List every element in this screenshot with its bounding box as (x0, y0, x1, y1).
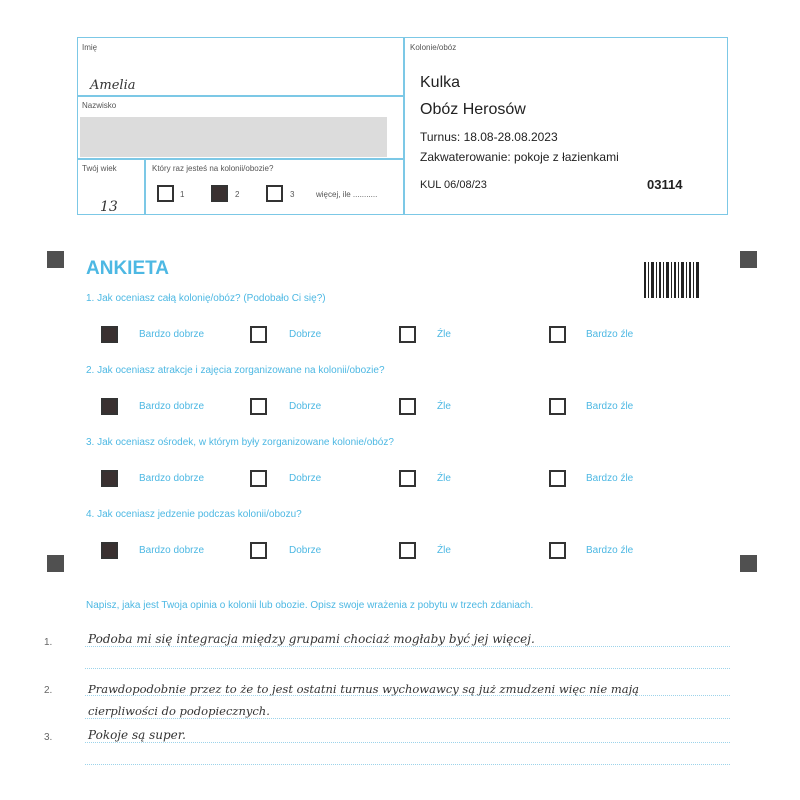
camp-code: KUL 06/08/23 (420, 179, 487, 191)
registration-marker-tl (47, 251, 64, 268)
turnus: Turnus: 18.08-28.08.2023 (420, 130, 558, 144)
answer-label: Bardzo źle (586, 329, 634, 340)
camp-name: Kulka (420, 74, 461, 91)
opinion-line-text[interactable]: Podoba mi się integracja między grupami chociaż mogłaby być jej więcej. (88, 632, 535, 646)
question-text: 1. Jak oceniasz całą kolonię/obóz? (Podobało Ci się?) (86, 293, 326, 304)
wiek-label: Twój wiek (82, 164, 117, 173)
answer-checkbox[interactable] (549, 326, 566, 343)
question-text: 4. Jak oceniasz jedzenie podczas kolonii/obozu? (86, 509, 302, 520)
form-number: 03114 (647, 177, 683, 192)
raz-option-2: 2 (235, 190, 240, 199)
opinion-line-text[interactable]: cierpliwości do podopiecznych. (88, 704, 270, 718)
answer-label: Źle (437, 545, 451, 556)
answer-label: Źle (437, 401, 451, 412)
answer-label: Dobrze (289, 545, 322, 556)
registration-marker-br (740, 555, 757, 572)
imie-value[interactable]: Amelia (90, 78, 136, 93)
answer-checkbox[interactable] (250, 470, 267, 487)
opinion-line-text[interactable]: Pokoje są super. (88, 728, 186, 742)
answer-label: Bardzo dobrze (139, 401, 205, 412)
writing-line (85, 668, 730, 669)
raz-checkbox-1[interactable] (157, 185, 174, 202)
answer-checkbox[interactable] (549, 470, 566, 487)
raz-checkbox-2[interactable] (211, 185, 228, 202)
answer-checkbox[interactable] (399, 398, 416, 415)
answer-checkbox[interactable] (399, 470, 416, 487)
nazwisko-redacted (80, 117, 387, 157)
answer-label: Bardzo dobrze (139, 473, 205, 484)
question-text: 2. Jak oceniasz atrakcje i zajęcia zorganizowane na kolonii/obozie? (86, 365, 385, 376)
answer-label: Dobrze (289, 401, 322, 412)
registration-marker-bl (47, 555, 64, 572)
barcode-icon (644, 262, 701, 298)
registration-marker-tr (740, 251, 757, 268)
answer-label: Bardzo źle (586, 401, 634, 412)
answer-label: Bardzo dobrze (139, 545, 205, 556)
answer-checkbox[interactable] (250, 398, 267, 415)
answer-checkbox[interactable] (101, 470, 118, 487)
question-text: 3. Jak oceniasz ośrodek, w którym były zorganizowane kolonie/obóz? (86, 437, 394, 448)
answer-label: Bardzo źle (586, 473, 634, 484)
header-divider-age-vertical (144, 158, 146, 215)
zakwaterowanie: Zakwaterowanie: pokoje z łazienkami (420, 150, 619, 164)
answer-checkbox[interactable] (101, 542, 118, 559)
answer-checkbox[interactable] (399, 542, 416, 559)
answer-label: Bardzo źle (586, 545, 634, 556)
raz-option-1: 1 (180, 190, 185, 199)
opinion-line-number: 1. (44, 637, 53, 648)
opinion-prompt: Napisz, jaka jest Twoja opinia o kolonii lub obozie. Opisz swoje wrażenia z pobytu w trzech zdaniach. (86, 600, 534, 611)
survey-title: ANKIETA (86, 258, 170, 279)
header-divider-age (77, 158, 404, 160)
writing-line (85, 646, 730, 647)
writing-line (85, 742, 730, 743)
answer-checkbox[interactable] (399, 326, 416, 343)
answer-checkbox[interactable] (250, 326, 267, 343)
camp-title: Obóz Herosów (420, 101, 526, 118)
raz-label: Który raz jesteś na kolonii/obozie? (152, 164, 274, 173)
answer-checkbox[interactable] (250, 542, 267, 559)
answer-label: Bardzo dobrze (139, 329, 205, 340)
opinion-line-text[interactable]: Prawdopodobnie przez to że to jest ostatni turnus wychowawcy są już zmudzeni więc nie mają (88, 682, 640, 696)
raz-option-more: więcej, ile ........... (316, 190, 378, 199)
wiek-value[interactable]: 13 (100, 199, 118, 215)
writing-line (85, 695, 730, 696)
writing-line (85, 764, 730, 765)
kolonie-label: Kolonie/obóz (410, 43, 457, 52)
answer-label: Dobrze (289, 329, 322, 340)
answer-label: Źle (437, 329, 451, 340)
imie-label: Imię (82, 43, 98, 52)
opinion-line-number: 3. (44, 732, 53, 743)
writing-line (85, 718, 730, 719)
answer-checkbox[interactable] (549, 542, 566, 559)
answer-checkbox[interactable] (101, 326, 118, 343)
answer-checkbox[interactable] (549, 398, 566, 415)
answer-checkbox[interactable] (101, 398, 118, 415)
answer-label: Dobrze (289, 473, 322, 484)
raz-checkbox-3[interactable] (266, 185, 283, 202)
answer-label: Źle (437, 473, 451, 484)
nazwisko-label: Nazwisko (82, 101, 117, 110)
opinion-line-number: 2. (44, 685, 53, 696)
header-divider-vertical (403, 37, 405, 215)
header-divider-name (77, 95, 404, 97)
raz-option-3: 3 (290, 190, 295, 199)
